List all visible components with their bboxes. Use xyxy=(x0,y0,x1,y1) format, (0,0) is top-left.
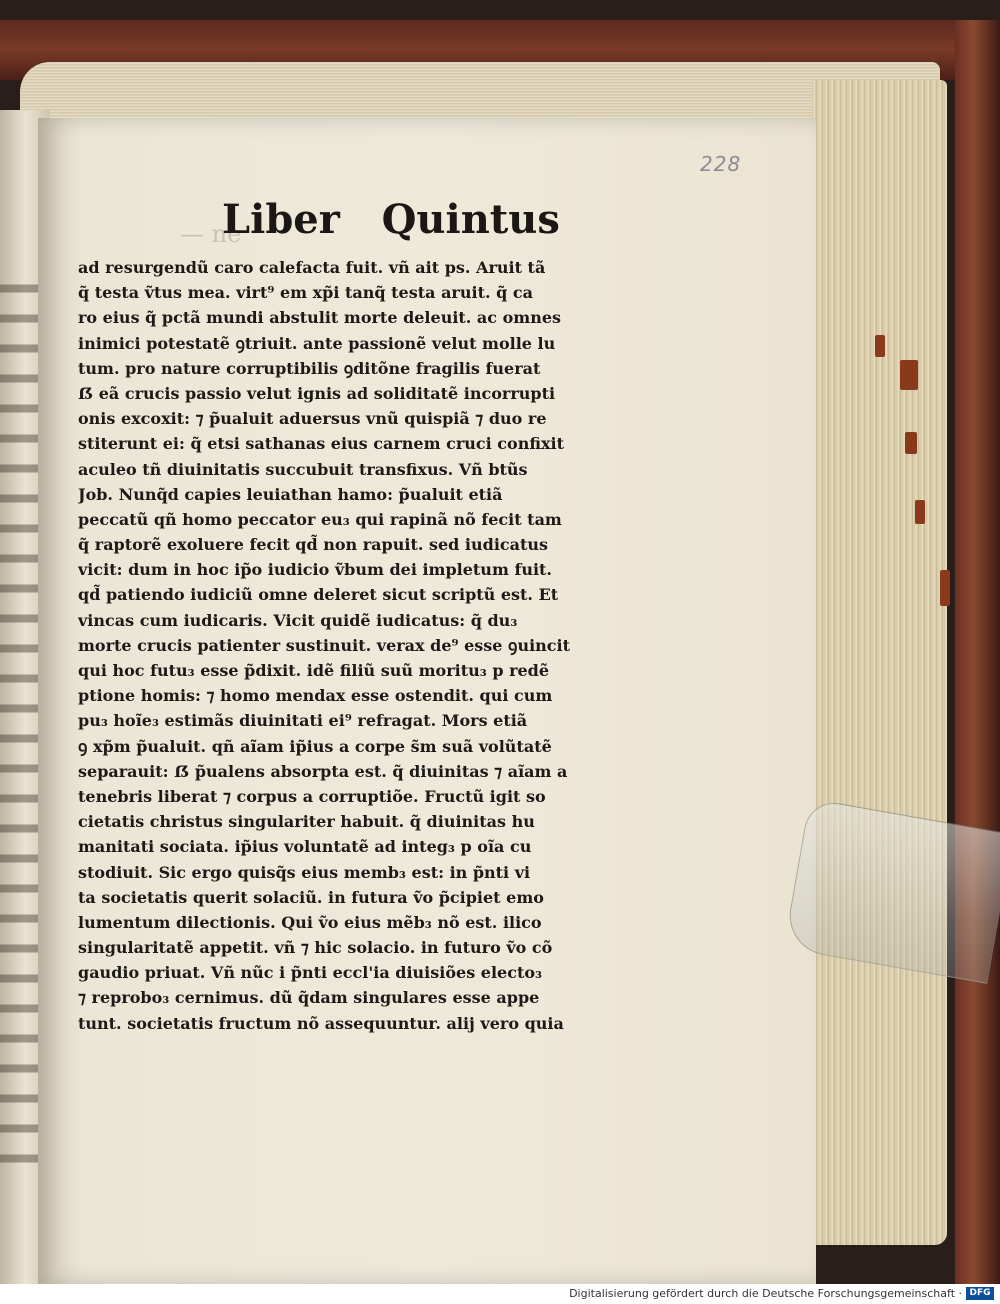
page-edges-right xyxy=(812,80,947,1245)
text-line: Job. Nunq̃d capies leuiathan hamo: p̃ualuit etiã xyxy=(78,484,503,504)
text-line: qui hoc futu₃ esse p̃dixit. idẽ filiũ suũ moritu₃ p redẽ xyxy=(78,661,550,680)
text-line: vicit: dum in hoc ip̃o iudicio ṽbum dei impletum fuit. xyxy=(78,560,552,580)
text-line: manitati sociata. ip̃ius voluntatẽ ad integ₃ p oĩa cu xyxy=(78,837,532,857)
text-line: ad resurgendũ caro calefacta fuit. vñ ait ps. Aruit tã xyxy=(78,258,546,277)
text-line: peccatũ qñ homo peccator eu₃ qui rapinã nõ fecit tam xyxy=(78,509,562,529)
text-line: tunt. societatis fructum nõ assequuntur. alij vero quia xyxy=(78,1013,564,1033)
text-line: separauit: ẞ p̃ualens absorpta est. q̃ diuinitas ⁊ aĩam a xyxy=(78,761,568,781)
text-line: ro eius q̃ pctã mundi abstulit morte deleuit. ac omnes xyxy=(78,308,562,328)
dfg-logo: DFG xyxy=(966,1287,994,1300)
footer-credit: Digitalisierung gefördert durch die Deutsche Forschungsgemeinschaft · xyxy=(569,1287,962,1300)
running-head: Liber Quintus xyxy=(222,196,560,243)
text-line: gaudio priuat. Vñ nũc i p̃nti eccl'ia diuisiões electo₃ xyxy=(78,963,543,983)
text-line: ẞ eã crucis passio velut ignis ad soliditatẽ incorrupti xyxy=(78,383,556,403)
text-line: ⁊ reprobo₃ cernimus. dũ q̃dam singulares esse appe xyxy=(78,988,540,1008)
text-column xyxy=(78,255,628,1036)
text-line: q̃ raptorẽ exoluere fecit qd̃ non rapuit. sed iudicatus xyxy=(78,535,549,555)
text-line: cietatis christus singulariter habuit. q̃ diuinitas hu xyxy=(78,812,535,832)
folio-number: 228 xyxy=(700,152,742,176)
text-line: q̃ testa ṽtus mea. virt⁹ em xp̃i tanq̃ testa aruit. q̃ ca xyxy=(78,283,533,303)
text-line: qd̃ patiendo iudiciũ omne deleret sicut scriptũ est. Et xyxy=(78,585,559,605)
text-line: tum. pro nature corruptibilis ꝯditõne fragilis fuerat xyxy=(78,358,541,378)
text-line: stiterunt ei: q̃ etsi sathanas eius carnem cruci confixit xyxy=(78,434,564,454)
text-line: inimici potestatẽ ꝯtriuit. ante passionẽ velut molle lu xyxy=(78,333,556,353)
page-edges-top xyxy=(20,62,940,122)
text-line: ptione homis: ⁊ homo mendax esse ostendit. qui cum xyxy=(78,686,553,706)
facing-page-text xyxy=(0,270,40,1170)
text-line: singularitatẽ appetit. vñ ⁊ hic solacio. in futuro ṽo cõ xyxy=(78,938,553,958)
text-line: tenebris liberat ⁊ corpus a corruptiõe. Fructũ igit so xyxy=(78,786,546,806)
text-line: lumentum dilectionis. Qui ṽo eius mẽb₃ nõ est. ilico xyxy=(78,912,542,932)
text-line: morte crucis patienter sustinuit. verax de⁹ esse ꝯuincit xyxy=(78,635,570,655)
text-line: onis excoxit: ⁊ p̃ualuit aduersus vnũ quispiã ⁊ duo re xyxy=(78,409,547,429)
footer-bar xyxy=(0,1284,1000,1304)
text-line: stodiuit. Sic ergo quisq̃s eius memb₃ est: in p̃nti vi xyxy=(78,862,531,882)
text-line: vincas cum iudicaris. Vicit quidẽ iudicatus: q̃ du₃ xyxy=(78,610,518,630)
text-line: ta societatis querit solaciũ. in futura ṽo p̃cipiet emo xyxy=(78,887,544,907)
text-line: aculeo tñ diuinitatis succubuit transfixus. Vñ btũs xyxy=(78,459,528,479)
show-through-text: — ne xyxy=(180,220,242,248)
text-line: ꝯ xp̃m p̃ualuit. qñ aĩam ip̃ius a corpe s̃m suã volũtatẽ xyxy=(78,736,552,756)
book-cover-right xyxy=(955,20,1000,1284)
text-line: pu₃ hoĩe₃ estimãs diuinitati ei⁹ refragat. Mors etiã xyxy=(78,711,528,731)
